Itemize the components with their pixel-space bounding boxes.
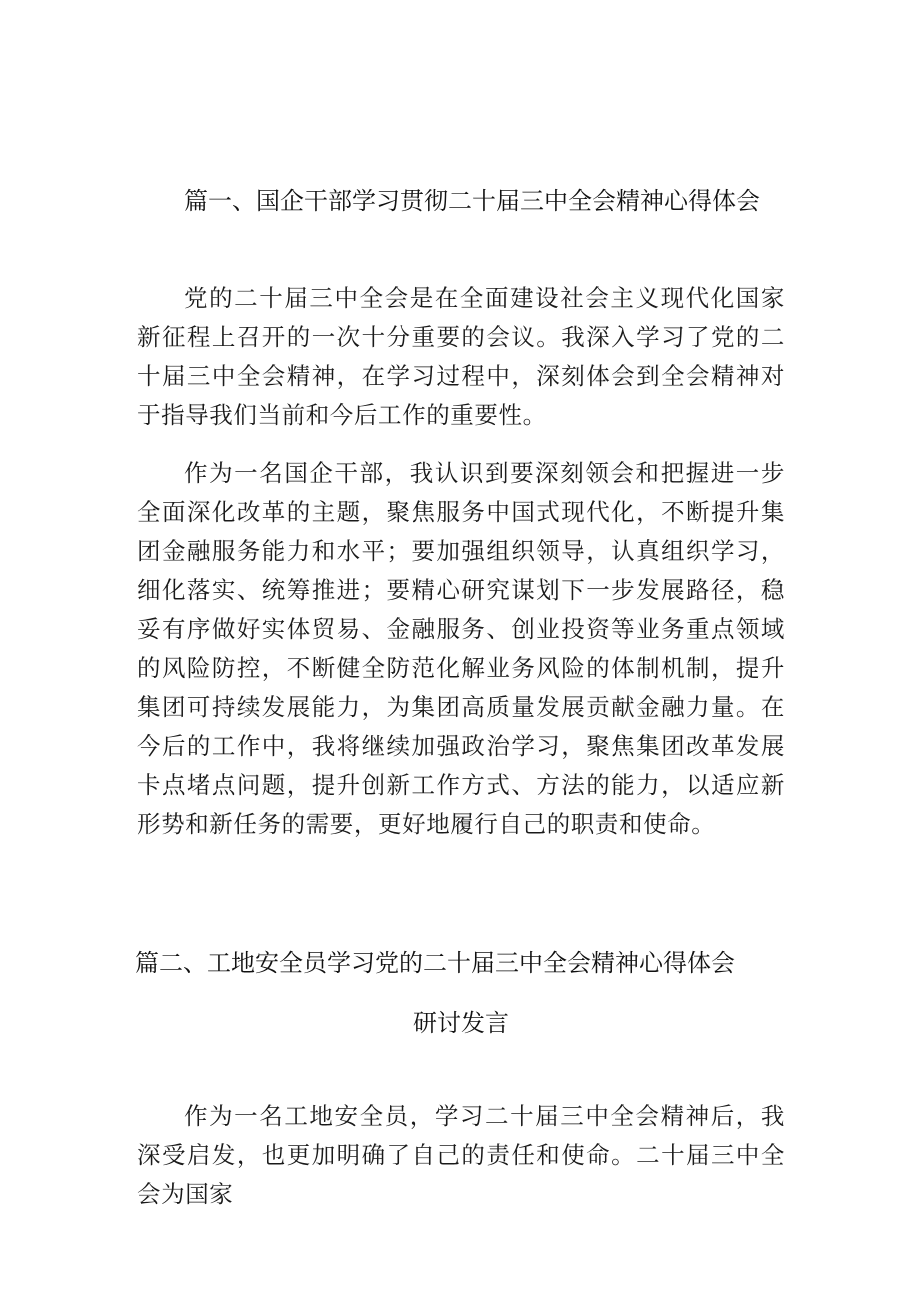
section-1-paragraph-1: 党的二十届三中全会是在全面建设社会主义现代化国家新征程上召开的一次十分重要的会议。我深入学习了党的二十届三中全会精神，在学习过程中，深刻体会到全会精神对于指导我们当前和今后工作的重要性。 — [137, 284, 785, 429]
section-2-title-line-1: 篇二、工地安全员学习党的二十届三中全会精神心得体会 — [135, 949, 735, 977]
section-1-title: 篇一、国企干部学习贯彻二十届三中全会精神心得体会 — [184, 187, 760, 215]
section-1-paragraph-2: 作为一名国企干部，我认识到要深刻领会和把握进一步全面深化改革的主题，聚焦服务中国式现代化，不断提升集团金融服务能力和水平；要加强组织领导，认真组织学习，细化落实、统筹推进；要精心研究谋划下一步发展路径，稳妥有序做好实体贸易、金融服务、创业投资等业务重点领域的风险防控，不断健全防范化解业务风险的体制机制，提升集团可持续发展能力，为集团高质量发展贡献金融力量。在今后的工作中，我将继续加强政治学习，聚焦集团改革发展卡点堵点问题，提升创新工作方式、方法的能力，以适应新形势和新任务的需要，更好地履行自己的职责和使命。 — [137, 459, 785, 838]
section-2-paragraph-1: 作为一名工地安全员，学习二十届三中全会精神后，我深受启发，也更加明确了自己的责任和使命。二十届三中全会为国家 — [137, 1102, 785, 1208]
section-2-title-line-2: 研讨发言 — [413, 1009, 509, 1037]
